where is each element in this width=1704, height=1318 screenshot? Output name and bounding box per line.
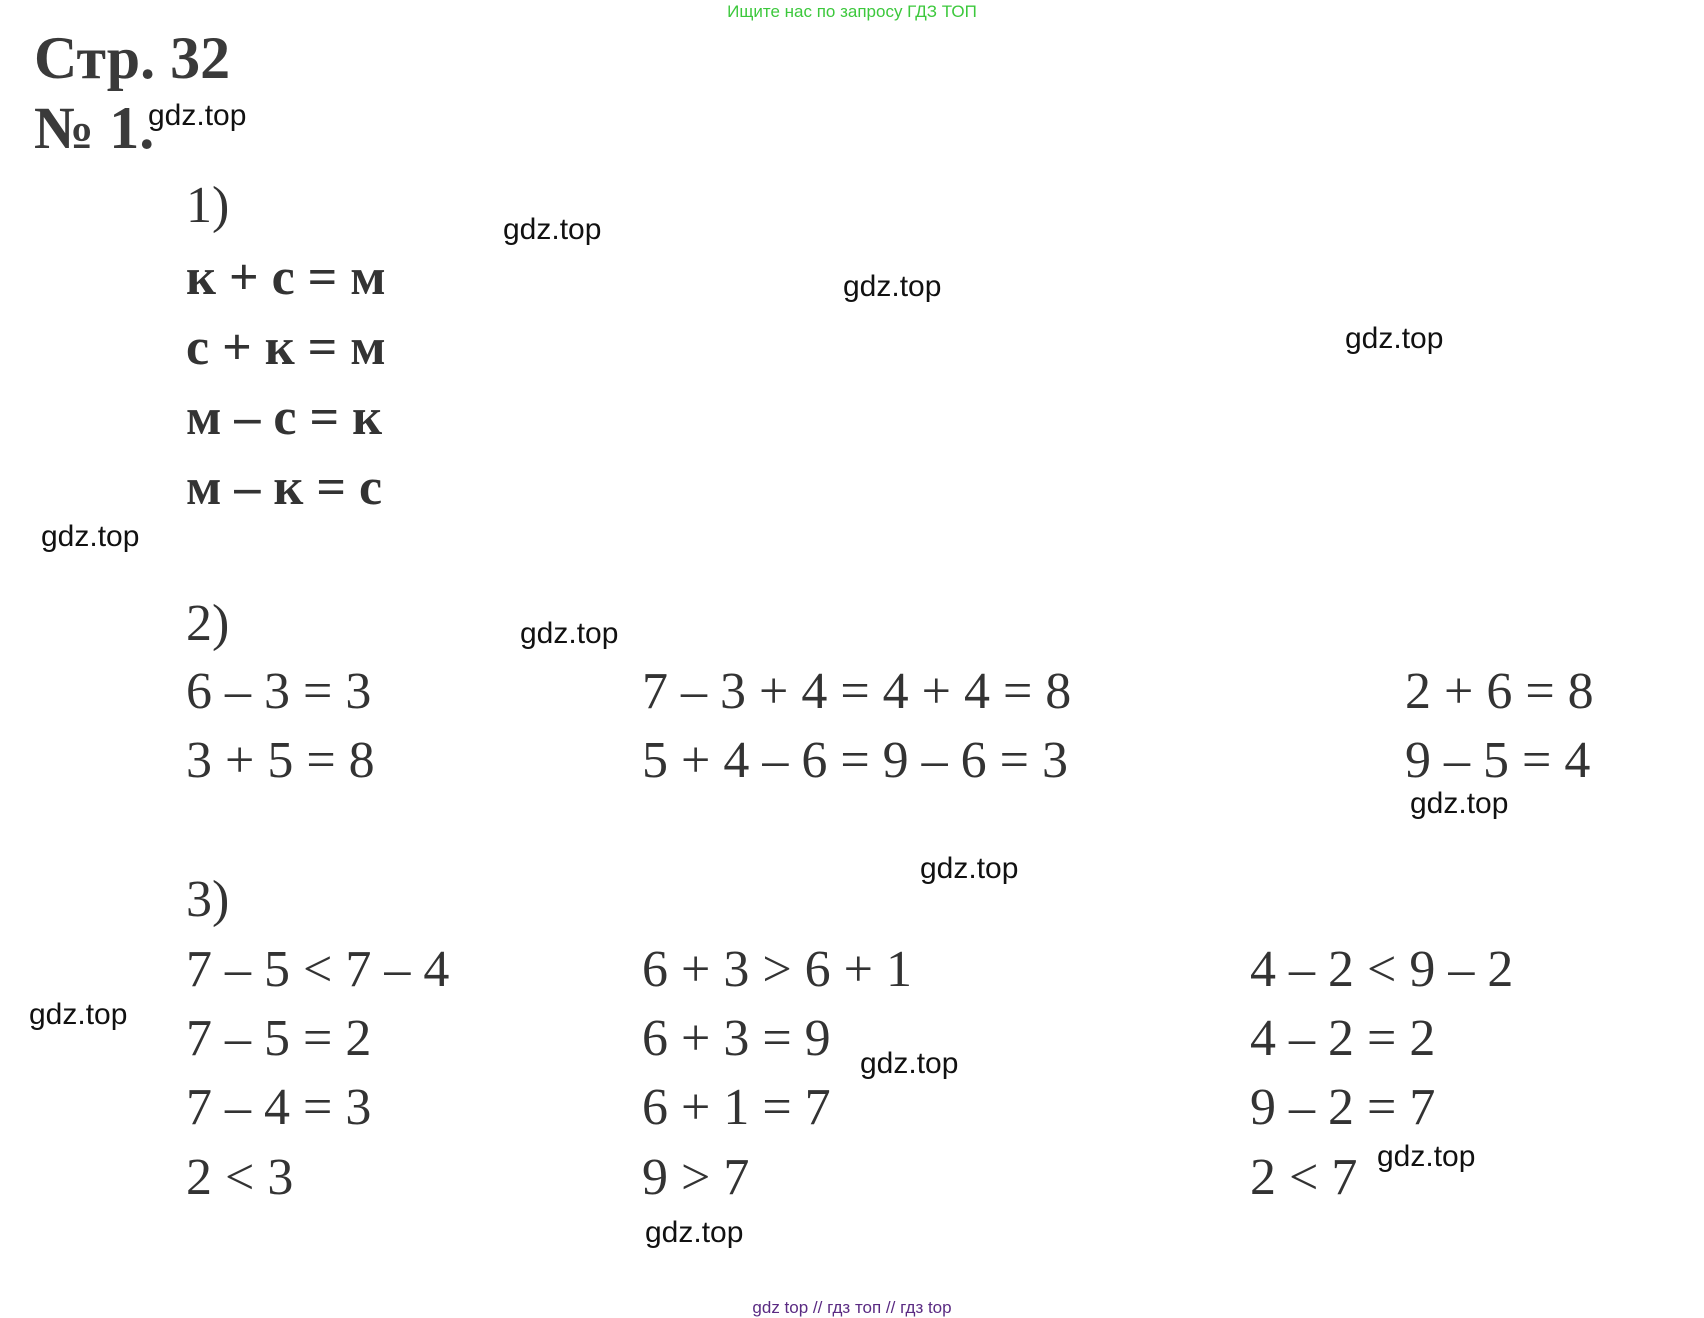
watermark: gdz.top: [860, 1047, 959, 1080]
footer-watermark: gdz top // гдз топ // гдз top: [752, 1298, 952, 1317]
watermark: gdz.top: [843, 270, 942, 303]
part-3-equation: 7 – 5 < 7 – 4: [186, 941, 450, 998]
part-3-label: 3): [186, 871, 230, 928]
part-3-equation: 9 > 7: [642, 1149, 750, 1206]
part-2-equation: 9 – 5 = 4: [1405, 732, 1591, 789]
watermark: gdz.top: [1345, 322, 1444, 355]
watermark: gdz.top: [148, 99, 247, 132]
part-3-equation: 7 – 5 = 2: [186, 1010, 372, 1067]
search-banner: Ищите нас по запросу ГДЗ ТОП: [727, 2, 977, 21]
part-2-equation: 6 – 3 = 3: [186, 663, 372, 720]
part-3-equation: 6 + 3 > 6 + 1: [642, 941, 912, 998]
watermark: gdz.top: [29, 998, 128, 1031]
part-1-label: 1): [186, 177, 230, 234]
part-1-line: м – к = с: [186, 459, 383, 516]
part-3-equation: 2 < 3: [186, 1149, 294, 1206]
watermark: gdz.top: [503, 213, 602, 246]
watermark: gdz.top: [645, 1216, 744, 1249]
part-3-equation: 9 – 2 = 7: [1250, 1079, 1436, 1136]
watermark: gdz.top: [920, 852, 1019, 885]
part-3-equation: 4 – 2 = 2: [1250, 1010, 1436, 1067]
part-3-equation: 6 + 3 = 9: [642, 1010, 831, 1067]
watermark: gdz.top: [41, 520, 140, 553]
part-2-equation: 5 + 4 – 6 = 9 – 6 = 3: [642, 732, 1068, 789]
watermark: gdz.top: [1410, 787, 1509, 820]
part-2-equation: 3 + 5 = 8: [186, 732, 375, 789]
part-2-label: 2): [186, 595, 230, 652]
watermark: gdz.top: [520, 617, 619, 650]
part-3-equation: 6 + 1 = 7: [642, 1079, 831, 1136]
task-number: № 1.: [34, 95, 155, 161]
part-1-line: к + с = м: [186, 249, 386, 306]
part-1-line: м – с = к: [186, 389, 383, 446]
part-2-equation: 7 – 3 + 4 = 4 + 4 = 8: [642, 663, 1072, 720]
part-3-equation: 7 – 4 = 3: [186, 1079, 372, 1136]
part-3-equation: 2 < 7: [1250, 1149, 1358, 1206]
page-title: Стр. 32: [34, 25, 231, 91]
part-3-equation: 4 – 2 < 9 – 2: [1250, 941, 1514, 998]
part-1-line: с + к = м: [186, 319, 386, 376]
part-2-equation: 2 + 6 = 8: [1405, 663, 1594, 720]
watermark: gdz.top: [1377, 1140, 1476, 1173]
